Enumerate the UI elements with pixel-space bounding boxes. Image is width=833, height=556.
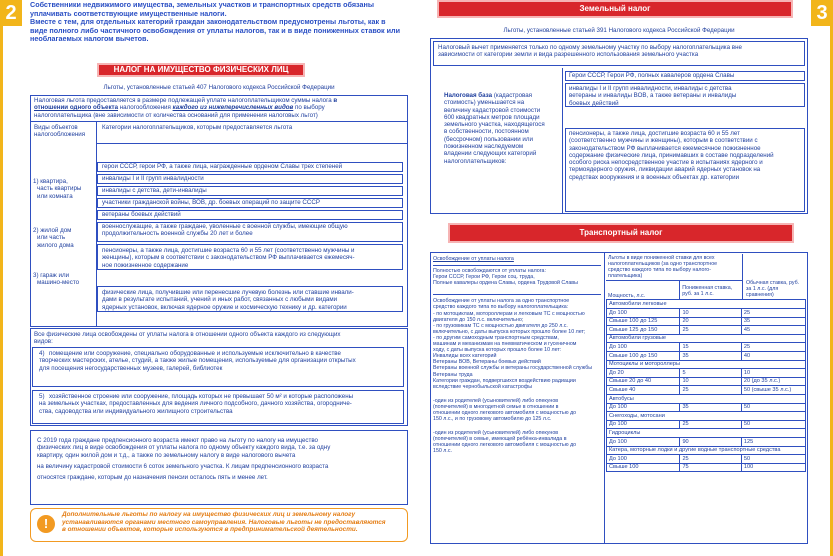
note-line: в отношении объектов, которые используются в предпринимательской деятельности. [62,526,358,534]
reduced-rate-cell: 25 [680,455,741,464]
exempt-line: 150 л.с. [433,448,452,455]
intro-bold-span: в [333,97,338,104]
section-label: Автобусы [607,395,806,404]
normal-rate-cell: 25 [741,309,805,318]
land-tax-title: Земельный налог [437,0,793,18]
land-deduction-note [433,41,805,66]
intro-line: Вместе с тем, для отдельных категорий граждан законодательством предусмотрены льготы, как в [30,17,386,27]
object-line: 1) квартира, [33,178,68,185]
exempt-line: Освобождение от уплаты налога за одно транспортное [433,294,601,304]
object-line: часть квартиры [37,185,82,193]
intro-line: налогоплательщика (вне зависимости от количества оснований для применения налоговых льгот) [34,111,318,119]
divider [30,121,408,122]
exempt-line: вследствие чернобыльской катастрофы [433,383,533,390]
exempt-line: - по грузовикам ТС с мощностью двигателя до 250 л.с. [433,322,568,329]
tax-base-line: в собственности, постоянном [444,128,529,136]
category-line: ядерных установок, включая ядерное оружие и космическую технику и др. категории [102,303,347,311]
tax-base-line: пожизненном наследуемом [444,143,524,151]
exempt-line: (попечителей) в семье, имеющей ребёнка-инвалида в [433,436,567,443]
normal-rate-cell: 50 [741,455,805,464]
table-row [607,437,806,446]
power-cell: До 100 [607,309,680,318]
normal-rate-cell: 10 [741,369,805,378]
col-header-objects: Виды объектов налогообложения [34,124,86,139]
normal-rate-cell: 35 [741,317,805,326]
power-cell: До 100 [607,403,680,412]
category-disabled-children: инвалиды с детства, дети-инвалиды [97,186,403,196]
object-line: 2) жилой дом [33,227,72,234]
land-category-line: инвалиды I и II групп инвалидности, инвалиды с детства [569,85,732,92]
object-garage [33,272,95,287]
land-category-pensioners [565,128,805,212]
intro-underline-span: отношении одного объекта [34,104,119,112]
all-persons-text [34,331,404,346]
exempt-line: 150 л.с., и по грузовому автомобилю до 125 л.с. [433,416,552,423]
tax-base-line: налогоплательщиков: [444,157,507,165]
category-line: ное пожизненное содержание [102,261,189,269]
table-section-row [607,300,806,309]
exempt-line: двигателя до 150 л.с. включительно; [433,316,524,323]
table-row [607,403,806,412]
tax-base-bold: Налоговая база [444,92,493,99]
deduction-line: Налоговый вычет применяется только по одному земельному участку по выбору налогоплательщика вне [438,44,742,51]
tax-base-line: 600 квадратных метров площади [444,113,540,121]
page-number-badge: 3 [811,0,833,26]
all-persons-line: видов: [34,338,53,346]
intro-line: уплачивать соответствующие имущественные налоги. [30,8,227,18]
section-label: Мотоциклы и мотороллеры [607,360,806,369]
exempt-line: отношении одного легкового автомобиля с мощностью до [433,409,577,416]
land-category-line: боевых действий [569,99,619,107]
table-row [607,455,806,464]
exempt-line: Полностью освобождаются от уплаты налога: [433,265,601,274]
object-line: машино-место [37,279,80,287]
divider [562,68,563,214]
category-radiation [97,286,403,312]
reduced-rate-cell: 10 [680,309,741,318]
exempt-line: Ветераны военной службы и ветераны государственной службы [433,365,593,372]
category-line: женщины), которым в соответствии с законодательством РФ выплачивается ежемесяч- [102,254,355,262]
normal-rate-cell: 20 (до 35 л.с.) [741,377,805,386]
table-row [607,309,806,318]
intro-text-span: Налоговая льгота предоставляется в размере подлежащей уплате налогоплательщиком суммы налога [34,97,334,104]
exempt-line: (попечителей) в многодетной семье в отношении в [433,403,559,410]
land-category-line: средствах вооружения и в военных объектах др. категории [569,173,740,181]
land-category-heroes: Герои СССР, Герои РФ, полных кавалеров ордена Славы [565,71,805,81]
all-persons-line: Все физические лица освобождены от уплаты налога в отношении одного объекта каждого из следующих [34,331,341,338]
exempt-line: Категории граждан, подвергшихся воздействию радиации [433,377,576,384]
item-4-workshops [32,347,404,387]
normal-rate-cell: 25 [741,343,805,352]
intro-line: необлагаемых налогом вычетов. [30,34,149,44]
exempt-line: Герои СССР, Герои РФ, Герои соц. труда, [433,274,535,281]
intro-text [30,1,410,44]
exempt-line: Полные кавалеры ордена Славы, ордена Трудовой Славы [433,280,578,287]
tax-base-line: стоимость) уменьшается на [444,99,525,107]
pre-pension-line: квартиру, один жилой дом и т.д., а также по земельному налогу в виде налогового вычета [37,451,296,459]
item-line: на земельных участках, предоставленных для ведения личного подсобного, дачного хозяйства, огородниче- [39,400,352,408]
col-header-categories: Категории налогоплательщиков, которым предоставляется льгота [102,124,293,131]
table-section-row [607,446,806,455]
power-cell: До 100 [607,343,680,352]
section-label: Катера, моторные лодки и другие водные транспортные средства [607,446,806,455]
reduced-rate-cell: 90 [680,437,741,446]
table-section-row [607,395,806,404]
table-head [606,254,742,280]
item-number: 4) [39,350,45,357]
page-number-badge: 2 [0,0,22,26]
intro-line: виде полного либо частичного освобождения от уплаты налогов, так и в виде пониженных ставок или [30,25,401,35]
reduced-rate-cell: 5 [680,369,741,378]
land-category-line: содержание физические лица, принимавших в составе подразделений [569,151,774,159]
rate-table-body [606,299,806,472]
category-line: военнослужащие, а также граждане, уволенные с военной службы, имеющие общую [102,223,348,230]
item-line: хозяйственное строение или сооружение, площадь которых не превышает 50 м² и которые расположены [49,393,354,400]
note-line: Дополнительные льготы по налогу на имущество физических лиц и земельному налогу [62,511,356,518]
category-war-participants: участники гражданской войны, ВОВ, др. боевых операций по защите СССР [97,198,403,208]
land-tax-subtitle: Льготы, установленные статьей 391 Налогового кодекса Российской Федерации [503,27,735,34]
reduced-rate-cell: 75 [680,463,741,472]
item-number: 5) [39,393,45,400]
table-section-row [607,412,806,421]
col-reduced: Пониженная ставка, руб. за 1 л.с. [682,285,733,298]
exempt-line: отношении одного легкового автомобиля с мощностью до [433,442,577,449]
section-label: Гидроциклы [607,429,806,438]
tax-base-line: земельного участка, находящегося [444,121,545,129]
table-head-line: плательщика) [608,273,643,280]
exempt-line: средство каждого типа по выбору налогоплательщика: [433,304,569,311]
table-section-row [607,429,806,438]
object-house [33,227,95,249]
tax-base-span: (кадастровая [492,92,533,99]
additional-benefits-text [62,511,402,534]
table-row [607,343,806,352]
item-line: для посещения негосударственных музеев, галерей, библиотек [39,364,223,372]
deduction-line: зависимости от категории земли и вида разрешенного использования земельного участка [438,51,699,59]
divider [96,143,408,144]
reduced-rate-cell: 35 [680,352,741,361]
property-tax-intro [34,97,404,119]
object-line: или комната [37,192,73,200]
col-power: Мощность, л.с. [606,281,680,299]
land-category-line: законодательством РФ выплачивается ежемесячное пожизненное [569,144,761,152]
exempt-line: - по другим самоходным транспортным средствам, [433,334,559,341]
exempt-line: включительно, с даты выпуска которых прошло более 10 лет; [433,328,586,335]
land-tax-base-text [444,92,566,165]
land-category-line: термоядерного оружия, ликвидации аварий ядерных установок на [569,166,761,174]
land-category-line: ветераны и инвалиды ВОВ, а также ветераны и инвалиды [569,92,737,100]
category-line: продолжительность военной службы 20 лет и более [102,230,253,238]
note-line: устанавливаются органами местного самоуправления. Налоговые льготы не предоставляются [62,518,386,526]
item-5-outbuildings [32,390,404,424]
col-normal: Обычная ставка, руб. за 1 л.с. (для сравнения) [742,254,806,299]
power-cell: Свыше 40 [607,386,680,395]
object-apartment [33,178,95,200]
power-cell: Свыше 125 до 150 [607,326,680,335]
power-cell: До 100 [607,420,680,429]
item-line: ства, садоводства или индивидуального жилищного строительства [39,407,233,415]
pre-pension-line: относятся граждане, которым до назначения пенсии осталось пять и менее лет. [37,474,268,482]
land-category-disabled-veterans [565,83,805,107]
exempt-title: Освобождение от уплаты налога [433,256,514,262]
property-tax-subtitle: Льготы, установленные статьей 407 Налогового кодекса Российской Федерации [103,84,335,91]
exempt-line: -один из родителей (усыновителей) либо опекунов [433,430,559,437]
tax-base-line: владении следующих категорий [444,150,537,158]
item-line: творческих мастерских, ателье, студий, а также жилые помещения, используемые для организации открытых [39,357,356,365]
table-row [607,377,806,386]
table-row [607,369,806,378]
power-cell: Свыше 20 до 40 [607,377,680,386]
category-combat-veterans: ветераны боевых действий [97,210,403,220]
reduced-rate-cell: 25 [680,420,741,429]
pre-pension-line: С 2019 года граждане предпенсионного возраста имеют право на льготу по налогу на имущество [37,437,318,444]
power-cell: До 100 [607,455,680,464]
exempt-line: - по мотоциклам, мотороллерам и легковым ТС с мощностью [433,310,585,317]
exempt-line: машинам и механизмам на пневматическом и гусеничном [433,341,577,348]
category-disabled: инвалиды I и II групп инвалидности [97,174,403,184]
pre-pension-line: на величину кадастровой стоимости 6 соток земельного участка. К лицам предпенсионного возраста [37,462,329,470]
normal-rate-cell: 50 [741,403,805,412]
exempt-line: ходу, с даты выпуска которых прошло более 10 лет: [433,347,562,354]
category-heroes: герои СССР, герои РФ, а также лица, награжденные орденом Славы трех степеней [97,162,403,172]
category-line: дами в результате испытаний, учений и иных работ, связанных с любыми видами [102,296,338,304]
power-cell: Свыше 100 до 150 [607,352,680,361]
reduced-rate-cell: 15 [680,343,741,352]
pre-pension-box [30,430,408,505]
reduced-rate-table [606,254,806,472]
intro-underline-span: каждого из нижеперечисленных видов [172,104,294,112]
table-head-line: Льготы в виде пониженной ставки для всех [608,255,715,261]
category-line: пенсионеры, а также лица, достигшие возраста 60 и 55 лет (соответственно мужчины и [102,247,355,254]
normal-rate-cell: 125 [741,437,805,446]
land-category-line: особого риска непосредственное участие в испытаниях ядерного и [569,159,763,167]
normal-rate-cell: 40 [741,352,805,361]
table-row [607,326,806,335]
object-line: или часть [37,234,66,242]
category-military [97,222,403,242]
power-cell: До 20 [607,369,680,378]
power-cell: Свыше 100 [607,463,680,472]
power-cell: Свыше 100 до 125 [607,317,680,326]
left-edge-stripe [0,0,3,556]
land-category-line: (соответственно мужчины и женщины), которым в соответствии с [569,137,758,145]
exempt-line: Ветераны ВОВ, Ветераны боевых действий [433,359,541,366]
normal-rate-cell: 50 (свыше 35 л.с.) [741,386,805,395]
intro-line: Собственники недвижимого имущества, земельных участков и транспортных средств обязаны [30,0,374,9]
land-category-line: пенсионеры, а также лица, достигшие возраста 60 и 55 лет [569,130,740,137]
reduced-rate-cell: 20 [680,317,741,326]
reduced-rate-cell: 25 [680,326,741,335]
category-pensioners [97,244,403,270]
divider [604,252,605,544]
exempt-line: Ветераны труда [433,371,473,378]
transport-exemptions [433,256,601,455]
table-section-row [607,334,806,343]
transport-tax-title: Транспортный налог [448,223,794,243]
intro-text-span: налогообложения [118,104,173,112]
item-line: помещение или сооружение, специально оборудованные и используемые исключительно в качестве [49,350,341,357]
normal-rate-cell: 100 [741,463,805,472]
section-label: Автомобили легковые [607,300,806,309]
intro-text-span: по выбору [293,104,325,112]
table-head-line: средство каждого типа по выбору налого- [608,267,712,274]
table-row [607,352,806,361]
table-head-line: налогоплательщиков (за одно транспортное [608,261,718,268]
normal-rate-cell: 50 [741,420,805,429]
tax-base-line: (бессрочном) пользовании или [444,135,533,143]
exclamation-icon: ! [37,515,55,533]
reduced-rate-cell: 25 [680,386,741,395]
exempt-line: -один из родителей (усыновителей) либо опекунов [433,397,559,404]
normal-rate-cell: 45 [741,326,805,335]
exempt-line: Инвалиды всех категорий [433,353,497,360]
object-line: жилого дома [37,241,74,249]
category-line: физические лица, получившие или перенесшие лучевую болезнь или ставшие инвали- [102,289,354,296]
section-label: Автомобили грузовые [607,334,806,343]
tax-base-line: величину кадастровой стоимости [444,106,541,114]
table-row [607,317,806,326]
object-line: 3) гараж или [33,272,70,279]
pre-pension-line: физических лиц в виде освобождения от уплаты налога по одному объекту каждого вида, т.е. за одну [37,444,331,452]
table-row [607,420,806,429]
reduced-rate-cell: 10 [680,377,741,386]
property-tax-title: НАЛОГ НА ИМУЩЕСТВО ФИЗИЧЕСКИХ ЛИЦ [97,63,305,77]
reduced-rate-cell: 35 [680,403,741,412]
power-cell: До 100 [607,437,680,446]
table-section-row [607,360,806,369]
table-row [607,386,806,395]
table-row [607,463,806,472]
section-label: Снегоходы, мотосани [607,412,806,421]
